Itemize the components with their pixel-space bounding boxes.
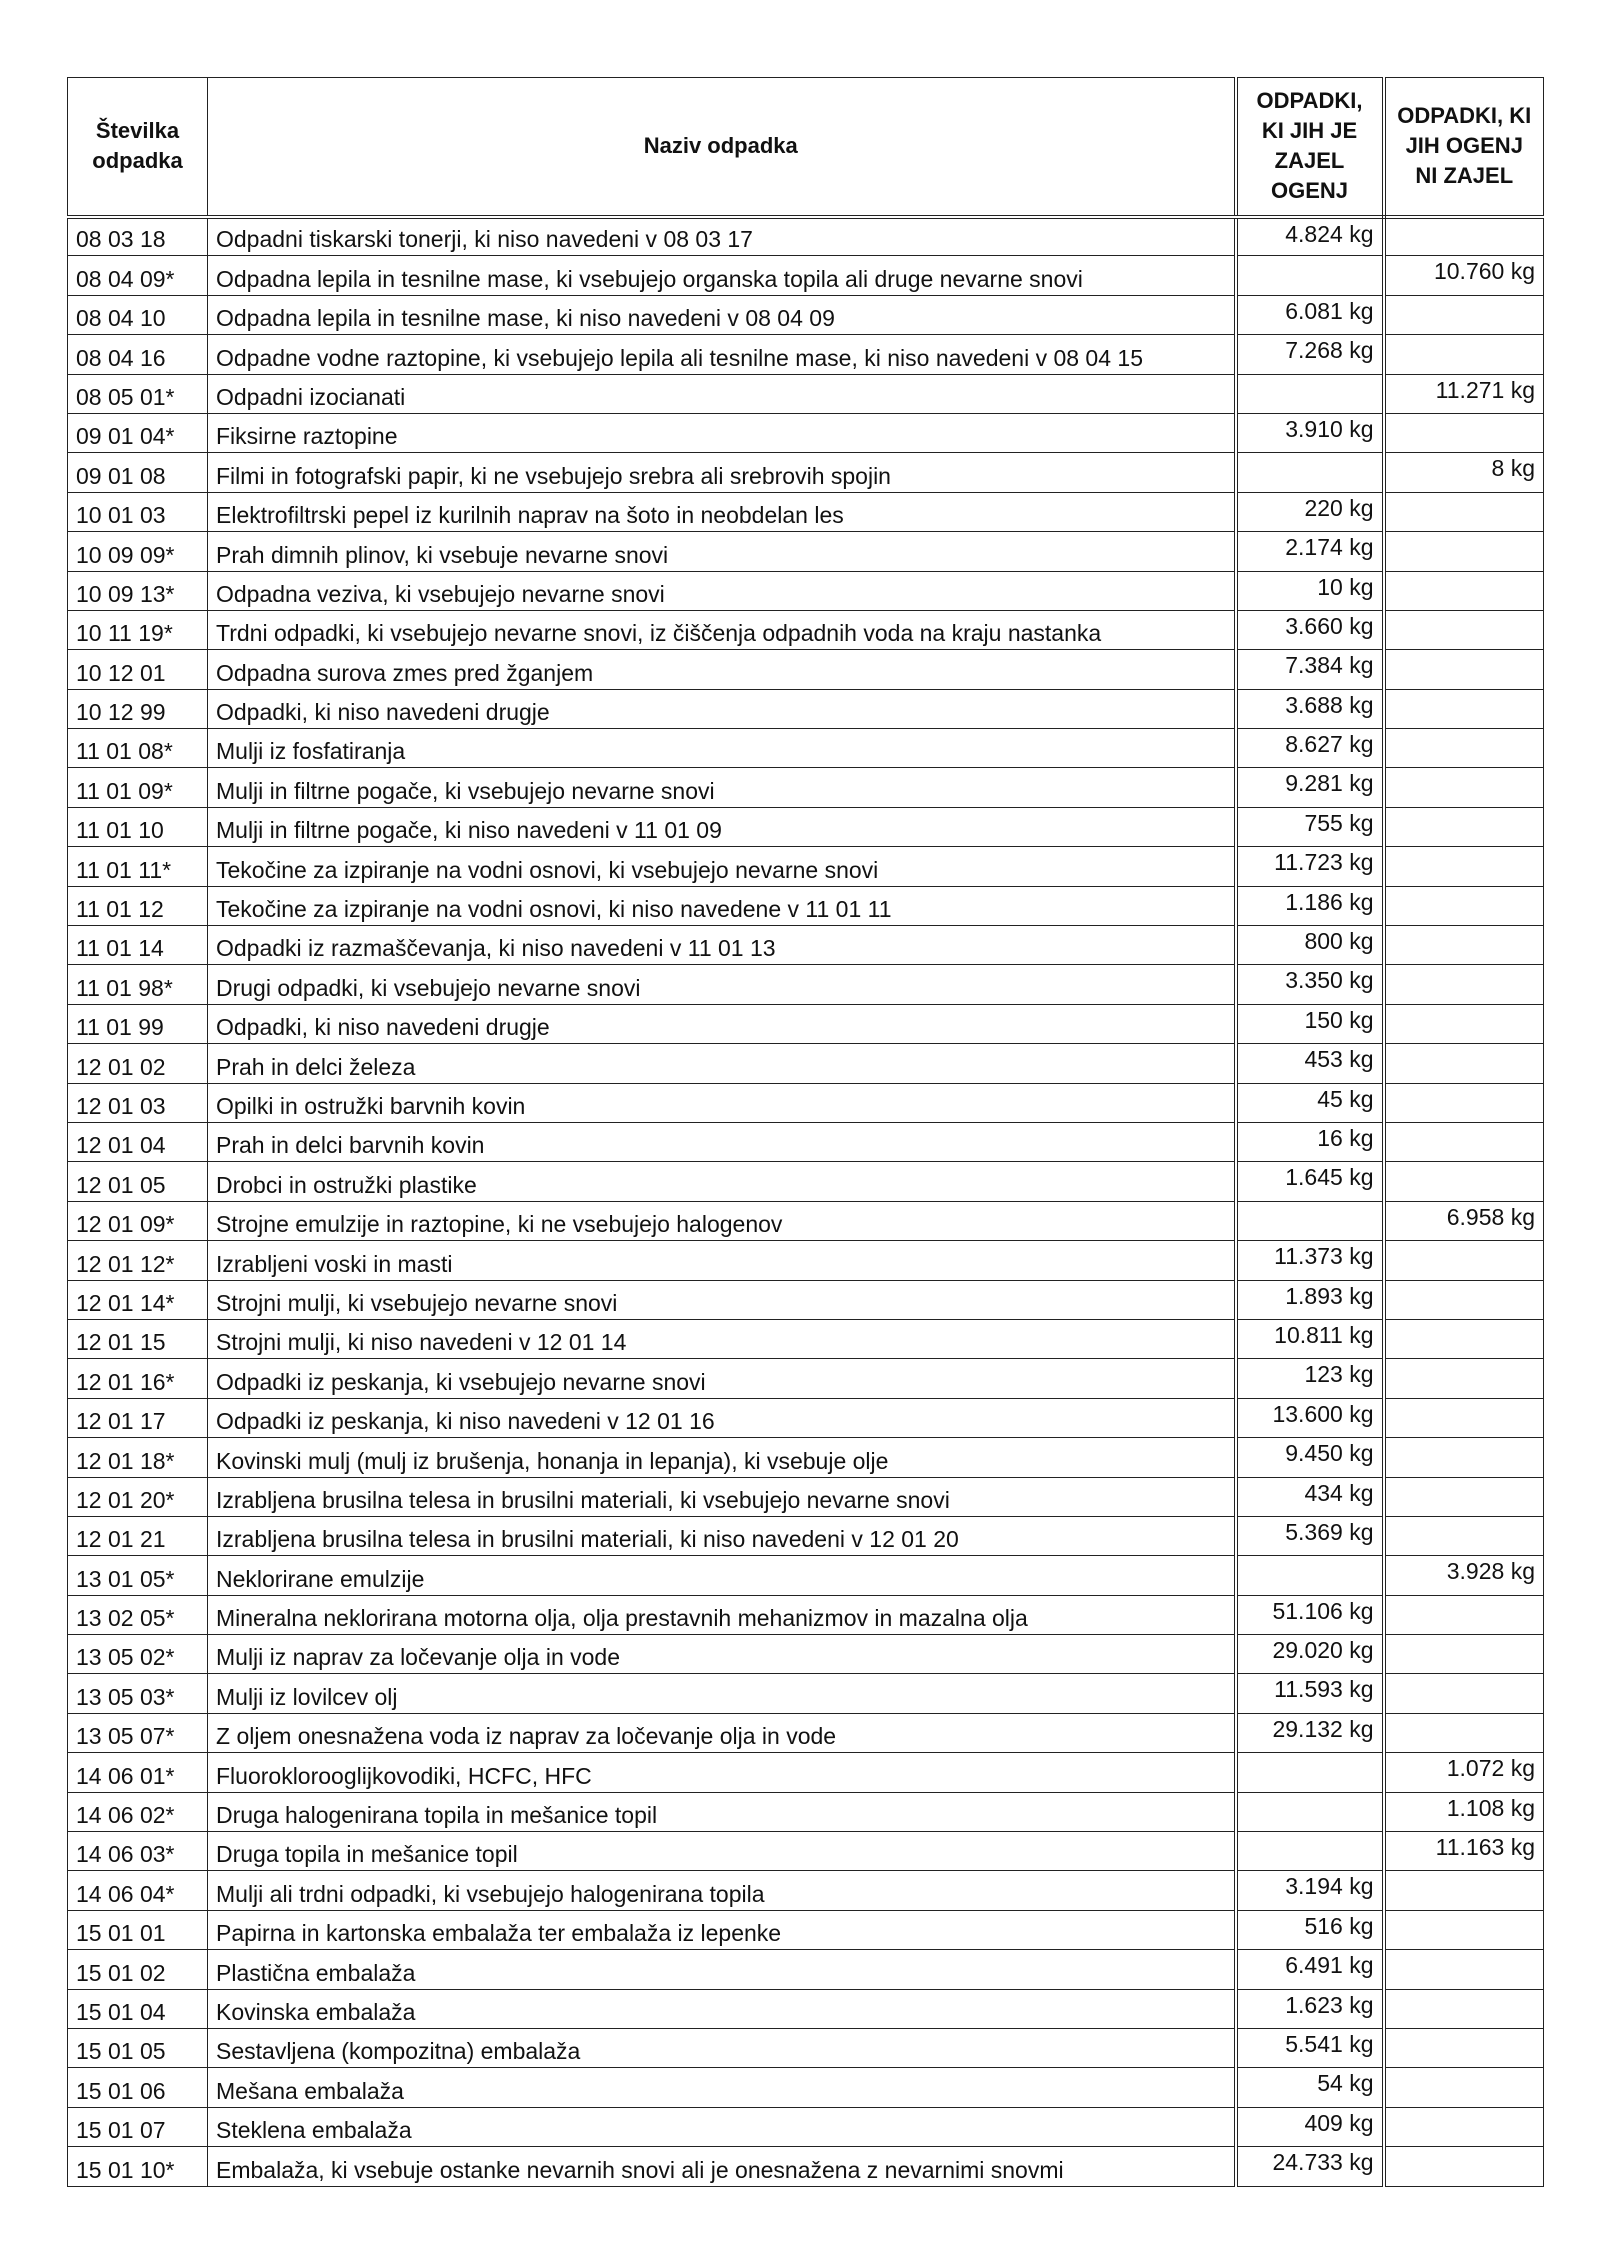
- cell-unburned: [1384, 1398, 1544, 1437]
- cell-name: Plastična embalaža: [208, 1950, 1236, 1989]
- cell-name: Kovinski mulj (mulj iz brušenja, honanja in lepanja), ki vsebuje olje: [208, 1438, 1236, 1477]
- cell-code: 14 06 03*: [68, 1832, 208, 1871]
- cell-burned: 150 kg: [1236, 1004, 1384, 1043]
- cell-unburned: [1384, 1674, 1544, 1713]
- cell-name: Druga topila in mešanice topil: [208, 1832, 1236, 1871]
- cell-unburned: [1384, 1359, 1544, 1398]
- table-row: [68, 1753, 1544, 1792]
- cell-unburned: [1384, 2028, 1544, 2067]
- cell-code: 08 04 09*: [68, 256, 208, 295]
- cell-unburned: [1384, 768, 1544, 807]
- cell-unburned: [1384, 1950, 1544, 1989]
- cell-unburned: [1384, 610, 1544, 649]
- cell-burned: 1.186 kg: [1236, 886, 1384, 925]
- cell-name: Odpadna lepila in tesnilne mase, ki vsebujejo organska topila ali druge nevarne snovi: [208, 256, 1236, 295]
- cell-name: Mešana embalaža: [208, 2068, 1236, 2107]
- cell-name: Odpadki iz peskanja, ki niso navedeni v 12 01 16: [208, 1398, 1236, 1437]
- cell-unburned: [1384, 1083, 1544, 1122]
- table-row: [68, 571, 1544, 610]
- table-row: [68, 1241, 1544, 1280]
- cell-name: Odpadki iz peskanja, ki vsebujejo nevarne snovi: [208, 1359, 1236, 1398]
- table-row: [68, 1516, 1544, 1555]
- cell-burned: 123 kg: [1236, 1359, 1384, 1398]
- cell-code: 14 06 04*: [68, 1871, 208, 1910]
- table-row: [68, 492, 1544, 531]
- cell-burned: 1.623 kg: [1236, 1989, 1384, 2028]
- header-name: Naziv odpadka: [208, 78, 1236, 217]
- cell-unburned: [1384, 1871, 1544, 1910]
- table-row: [68, 1319, 1544, 1358]
- cell-burned: 9.281 kg: [1236, 768, 1384, 807]
- cell-name: Izrabljeni voski in masti: [208, 1241, 1236, 1280]
- cell-name: Odpadna lepila in tesnilne mase, ki niso navedeni v 08 04 09: [208, 295, 1236, 334]
- cell-code: 12 01 14*: [68, 1280, 208, 1319]
- table-row: [68, 1792, 1544, 1831]
- cell-name: Druga halogenirana topila in mešanice topil: [208, 1792, 1236, 1831]
- table-row: [68, 1989, 1544, 2028]
- cell-unburned: [1384, 689, 1544, 728]
- cell-unburned: [1384, 1004, 1544, 1043]
- cell-burned: [1236, 453, 1384, 492]
- cell-name: Prah in delci barvnih kovin: [208, 1122, 1236, 1161]
- cell-burned: 5.369 kg: [1236, 1516, 1384, 1555]
- cell-unburned: 8 kg: [1384, 453, 1544, 492]
- cell-unburned: [1384, 1044, 1544, 1083]
- cell-unburned: [1384, 1635, 1544, 1674]
- cell-unburned: 1.072 kg: [1384, 1753, 1544, 1792]
- document-page: [67, 77, 1543, 2187]
- cell-burned: 3.350 kg: [1236, 965, 1384, 1004]
- cell-burned: [1236, 256, 1384, 295]
- cell-unburned: [1384, 1477, 1544, 1516]
- cell-burned: 800 kg: [1236, 926, 1384, 965]
- cell-burned: 5.541 kg: [1236, 2028, 1384, 2067]
- cell-burned: 6.081 kg: [1236, 295, 1384, 334]
- cell-name: Odpadne vodne raztopine, ki vsebujejo lepila ali tesnilne mase, ki niso navedeni v 08 04 15: [208, 335, 1236, 374]
- cell-burned: 1.893 kg: [1236, 1280, 1384, 1319]
- cell-code: 10 11 19*: [68, 610, 208, 649]
- cell-code: 12 01 04: [68, 1122, 208, 1161]
- cell-unburned: [1384, 1438, 1544, 1477]
- cell-name: Drugi odpadki, ki vsebujejo nevarne snovi: [208, 965, 1236, 1004]
- table-row: [68, 1595, 1544, 1634]
- cell-code: 10 12 99: [68, 689, 208, 728]
- cell-burned: 755 kg: [1236, 807, 1384, 846]
- cell-unburned: [1384, 492, 1544, 531]
- cell-code: 15 01 02: [68, 1950, 208, 1989]
- table-row: [68, 1004, 1544, 1043]
- table-row: [68, 2147, 1544, 2186]
- table-body: [68, 217, 1544, 2187]
- cell-code: 08 04 10: [68, 295, 208, 334]
- cell-name: Opilki in ostružki barvnih kovin: [208, 1083, 1236, 1122]
- cell-unburned: 11.271 kg: [1384, 374, 1544, 413]
- cell-code: 14 06 02*: [68, 1792, 208, 1831]
- cell-code: 15 01 06: [68, 2068, 208, 2107]
- cell-unburned: 6.958 kg: [1384, 1201, 1544, 1240]
- cell-code: 11 01 14: [68, 926, 208, 965]
- cell-code: 12 01 17: [68, 1398, 208, 1437]
- cell-code: 12 01 03: [68, 1083, 208, 1122]
- cell-burned: 7.384 kg: [1236, 650, 1384, 689]
- cell-burned: [1236, 1832, 1384, 1871]
- table-row: [68, 2068, 1544, 2107]
- cell-burned: 10 kg: [1236, 571, 1384, 610]
- cell-burned: 11.723 kg: [1236, 847, 1384, 886]
- cell-code: 11 01 08*: [68, 729, 208, 768]
- table-row: [68, 729, 1544, 768]
- cell-code: 15 01 01: [68, 1910, 208, 1949]
- cell-burned: [1236, 1753, 1384, 1792]
- cell-code: 12 01 20*: [68, 1477, 208, 1516]
- cell-burned: 3.688 kg: [1236, 689, 1384, 728]
- cell-name: Mulji in filtrne pogače, ki niso navedeni v 11 01 09: [208, 807, 1236, 846]
- table-row: [68, 1674, 1544, 1713]
- cell-name: Strojni mulji, ki vsebujejo nevarne snovi: [208, 1280, 1236, 1319]
- table-row: [68, 650, 1544, 689]
- cell-unburned: [1384, 807, 1544, 846]
- cell-unburned: [1384, 1713, 1544, 1752]
- table-row: [68, 807, 1544, 846]
- cell-unburned: [1384, 729, 1544, 768]
- cell-burned: 16 kg: [1236, 1122, 1384, 1161]
- cell-name: Filmi in fotografski papir, ki ne vsebujejo srebra ali srebrovih spojin: [208, 453, 1236, 492]
- cell-name: Odpadki, ki niso navedeni drugje: [208, 1004, 1236, 1043]
- cell-code: 11 01 12: [68, 886, 208, 925]
- cell-name: Mulji iz naprav za ločevanje olja in vode: [208, 1635, 1236, 1674]
- cell-unburned: [1384, 926, 1544, 965]
- cell-name: Sestavljena (kompozitna) embalaža: [208, 2028, 1236, 2067]
- cell-burned: [1236, 374, 1384, 413]
- cell-burned: 3.910 kg: [1236, 413, 1384, 452]
- cell-unburned: 1.108 kg: [1384, 1792, 1544, 1831]
- cell-unburned: 3.928 kg: [1384, 1556, 1544, 1595]
- table-row: [68, 532, 1544, 571]
- cell-code: 10 01 03: [68, 492, 208, 531]
- cell-burned: 13.600 kg: [1236, 1398, 1384, 1437]
- cell-name: Tekočine za izpiranje na vodni osnovi, ki niso navedene v 11 01 11: [208, 886, 1236, 925]
- cell-burned: 9.450 kg: [1236, 1438, 1384, 1477]
- header-unburned: ODPADKI, KI JIH OGENJ NI ZAJEL: [1384, 78, 1544, 217]
- cell-code: 13 05 07*: [68, 1713, 208, 1752]
- cell-name: Drobci in ostružki plastike: [208, 1162, 1236, 1201]
- cell-name: Neklorirane emulzije: [208, 1556, 1236, 1595]
- table-row: [68, 1635, 1544, 1674]
- cell-code: 15 01 07: [68, 2107, 208, 2146]
- cell-code: 12 01 21: [68, 1516, 208, 1555]
- cell-name: Trdni odpadki, ki vsebujejo nevarne snovi, iz čiščenja odpadnih voda na kraju nastanka: [208, 610, 1236, 649]
- table-row: [68, 886, 1544, 925]
- table-header: [68, 78, 1544, 217]
- header-code: Številka odpadka: [68, 78, 208, 217]
- cell-unburned: [1384, 1280, 1544, 1319]
- cell-name: Mulji iz fosfatiranja: [208, 729, 1236, 768]
- cell-unburned: [1384, 1319, 1544, 1358]
- cell-name: Odpadna veziva, ki vsebujejo nevarne snovi: [208, 571, 1236, 610]
- cell-burned: 24.733 kg: [1236, 2147, 1384, 2186]
- cell-code: 10 09 13*: [68, 571, 208, 610]
- cell-name: Prah dimnih plinov, ki vsebuje nevarne snovi: [208, 532, 1236, 571]
- table-row: [68, 847, 1544, 886]
- cell-unburned: [1384, 847, 1544, 886]
- cell-burned: 6.491 kg: [1236, 1950, 1384, 1989]
- cell-burned: 434 kg: [1236, 1477, 1384, 1516]
- table-row: [68, 1871, 1544, 1910]
- cell-code: 15 01 10*: [68, 2147, 208, 2186]
- cell-unburned: [1384, 2147, 1544, 2186]
- cell-burned: 220 kg: [1236, 492, 1384, 531]
- cell-name: Fiksirne raztopine: [208, 413, 1236, 452]
- cell-code: 10 12 01: [68, 650, 208, 689]
- cell-burned: 2.174 kg: [1236, 532, 1384, 571]
- cell-name: Elektrofiltrski pepel iz kurilnih naprav na šoto in neobdelan les: [208, 492, 1236, 531]
- cell-burned: 1.645 kg: [1236, 1162, 1384, 1201]
- cell-name: Tekočine za izpiranje na vodni osnovi, ki vsebujejo nevarne snovi: [208, 847, 1236, 886]
- cell-name: Izrabljena brusilna telesa in brusilni materiali, ki niso navedeni v 12 01 20: [208, 1516, 1236, 1555]
- cell-name: Fluoroklorooglijkovodiki, HCFC, HFC: [208, 1753, 1236, 1792]
- cell-code: 08 03 18: [68, 217, 208, 256]
- cell-code: 08 05 01*: [68, 374, 208, 413]
- cell-code: 12 01 09*: [68, 1201, 208, 1240]
- cell-code: 11 01 98*: [68, 965, 208, 1004]
- cell-code: 13 05 02*: [68, 1635, 208, 1674]
- cell-code: 09 01 04*: [68, 413, 208, 452]
- cell-code: 13 01 05*: [68, 1556, 208, 1595]
- table-row: [68, 1280, 1544, 1319]
- cell-unburned: 10.760 kg: [1384, 256, 1544, 295]
- cell-burned: [1236, 1792, 1384, 1831]
- cell-unburned: [1384, 532, 1544, 571]
- cell-name: Strojne emulzije in raztopine, ki ne vsebujejo halogenov: [208, 1201, 1236, 1240]
- cell-burned: 516 kg: [1236, 1910, 1384, 1949]
- cell-code: 12 01 15: [68, 1319, 208, 1358]
- table-row: [68, 335, 1544, 374]
- cell-code: 08 04 16: [68, 335, 208, 374]
- cell-unburned: [1384, 886, 1544, 925]
- table-row: [68, 1201, 1544, 1240]
- cell-unburned: [1384, 217, 1544, 256]
- table-row: [68, 1359, 1544, 1398]
- table-row: [68, 1910, 1544, 1949]
- cell-unburned: [1384, 1162, 1544, 1201]
- cell-unburned: [1384, 2107, 1544, 2146]
- cell-burned: 54 kg: [1236, 2068, 1384, 2107]
- table-row: [68, 413, 1544, 452]
- cell-unburned: [1384, 571, 1544, 610]
- cell-unburned: [1384, 650, 1544, 689]
- cell-burned: [1236, 1556, 1384, 1595]
- table-row: [68, 217, 1544, 256]
- table-row: [68, 1832, 1544, 1871]
- cell-name: Odpadki, ki niso navedeni drugje: [208, 689, 1236, 728]
- cell-name: Papirna in kartonska embalaža ter embalaža iz lepenke: [208, 1910, 1236, 1949]
- cell-burned: [1236, 1201, 1384, 1240]
- cell-code: 15 01 04: [68, 1989, 208, 2028]
- cell-code: 15 01 05: [68, 2028, 208, 2067]
- table-row: [68, 1950, 1544, 1989]
- table-row: [68, 689, 1544, 728]
- table-row: [68, 965, 1544, 1004]
- cell-unburned: [1384, 1595, 1544, 1634]
- cell-burned: 10.811 kg: [1236, 1319, 1384, 1358]
- cell-name: Z oljem onesnažena voda iz naprav za ločevanje olja in vode: [208, 1713, 1236, 1752]
- cell-name: Prah in delci železa: [208, 1044, 1236, 1083]
- cell-code: 11 01 10: [68, 807, 208, 846]
- cell-unburned: [1384, 1516, 1544, 1555]
- cell-name: Mulji in filtrne pogače, ki vsebujejo nevarne snovi: [208, 768, 1236, 807]
- cell-name: Odpadna surova zmes pred žganjem: [208, 650, 1236, 689]
- cell-burned: 29.132 kg: [1236, 1713, 1384, 1752]
- cell-burned: 29.020 kg: [1236, 1635, 1384, 1674]
- table-row: [68, 1162, 1544, 1201]
- cell-burned: 51.106 kg: [1236, 1595, 1384, 1634]
- cell-code: 12 01 12*: [68, 1241, 208, 1280]
- table-row: [68, 374, 1544, 413]
- cell-name: Kovinska embalaža: [208, 1989, 1236, 2028]
- table-row: [68, 1083, 1544, 1122]
- cell-unburned: [1384, 335, 1544, 374]
- cell-code: 13 02 05*: [68, 1595, 208, 1634]
- cell-burned: 11.373 kg: [1236, 1241, 1384, 1280]
- table-row: [68, 2028, 1544, 2067]
- cell-burned: 11.593 kg: [1236, 1674, 1384, 1713]
- cell-code: 13 05 03*: [68, 1674, 208, 1713]
- cell-code: 12 01 02: [68, 1044, 208, 1083]
- table-row: [68, 1556, 1544, 1595]
- table-row: [68, 1122, 1544, 1161]
- cell-code: 12 01 05: [68, 1162, 208, 1201]
- cell-unburned: [1384, 413, 1544, 452]
- header-burned: ODPADKI, KI JIH JE ZAJEL OGENJ: [1236, 78, 1384, 217]
- table-row: [68, 1044, 1544, 1083]
- cell-unburned: 11.163 kg: [1384, 1832, 1544, 1871]
- table-row: [68, 1438, 1544, 1477]
- table-row: [68, 453, 1544, 492]
- cell-name: Mulji iz lovilcev olj: [208, 1674, 1236, 1713]
- cell-name: Odpadni tiskarski tonerji, ki niso navedeni v 08 03 17: [208, 217, 1236, 256]
- cell-unburned: [1384, 2068, 1544, 2107]
- cell-code: 11 01 11*: [68, 847, 208, 886]
- cell-name: Steklena embalaža: [208, 2107, 1236, 2146]
- cell-burned: 7.268 kg: [1236, 335, 1384, 374]
- cell-code: 14 06 01*: [68, 1753, 208, 1792]
- table-row: [68, 295, 1544, 334]
- cell-code: 09 01 08: [68, 453, 208, 492]
- cell-name: Mineralna neklorirana motorna olja, olja prestavnih mehanizmov in mazalna olja: [208, 1595, 1236, 1634]
- table-row: [68, 2107, 1544, 2146]
- cell-code: 11 01 99: [68, 1004, 208, 1043]
- cell-unburned: [1384, 1910, 1544, 1949]
- table-row: [68, 1713, 1544, 1752]
- cell-burned: 3.194 kg: [1236, 1871, 1384, 1910]
- cell-name: Odpadni izocianati: [208, 374, 1236, 413]
- cell-unburned: [1384, 295, 1544, 334]
- table-row: [68, 768, 1544, 807]
- cell-unburned: [1384, 965, 1544, 1004]
- cell-burned: 4.824 kg: [1236, 217, 1384, 256]
- table-row: [68, 610, 1544, 649]
- cell-name: Izrabljena brusilna telesa in brusilni materiali, ki vsebujejo nevarne snovi: [208, 1477, 1236, 1516]
- table-row: [68, 256, 1544, 295]
- table-row: [68, 1477, 1544, 1516]
- cell-name: Embalaža, ki vsebuje ostanke nevarnih snovi ali je onesnažena z nevarnimi snovmi: [208, 2147, 1236, 2186]
- cell-code: 12 01 18*: [68, 1438, 208, 1477]
- cell-burned: 409 kg: [1236, 2107, 1384, 2146]
- cell-burned: 3.660 kg: [1236, 610, 1384, 649]
- cell-code: 10 09 09*: [68, 532, 208, 571]
- waste-table: [67, 77, 1544, 2187]
- cell-name: Odpadki iz razmaščevanja, ki niso navedeni v 11 01 13: [208, 926, 1236, 965]
- cell-name: Strojni mulji, ki niso navedeni v 12 01 14: [208, 1319, 1236, 1358]
- table-row: [68, 926, 1544, 965]
- cell-burned: 45 kg: [1236, 1083, 1384, 1122]
- table-row: [68, 1398, 1544, 1437]
- cell-code: 11 01 09*: [68, 768, 208, 807]
- cell-code: 12 01 16*: [68, 1359, 208, 1398]
- cell-burned: 453 kg: [1236, 1044, 1384, 1083]
- cell-unburned: [1384, 1122, 1544, 1161]
- cell-name: Mulji ali trdni odpadki, ki vsebujejo halogenirana topila: [208, 1871, 1236, 1910]
- cell-unburned: [1384, 1989, 1544, 2028]
- cell-unburned: [1384, 1241, 1544, 1280]
- cell-burned: 8.627 kg: [1236, 729, 1384, 768]
